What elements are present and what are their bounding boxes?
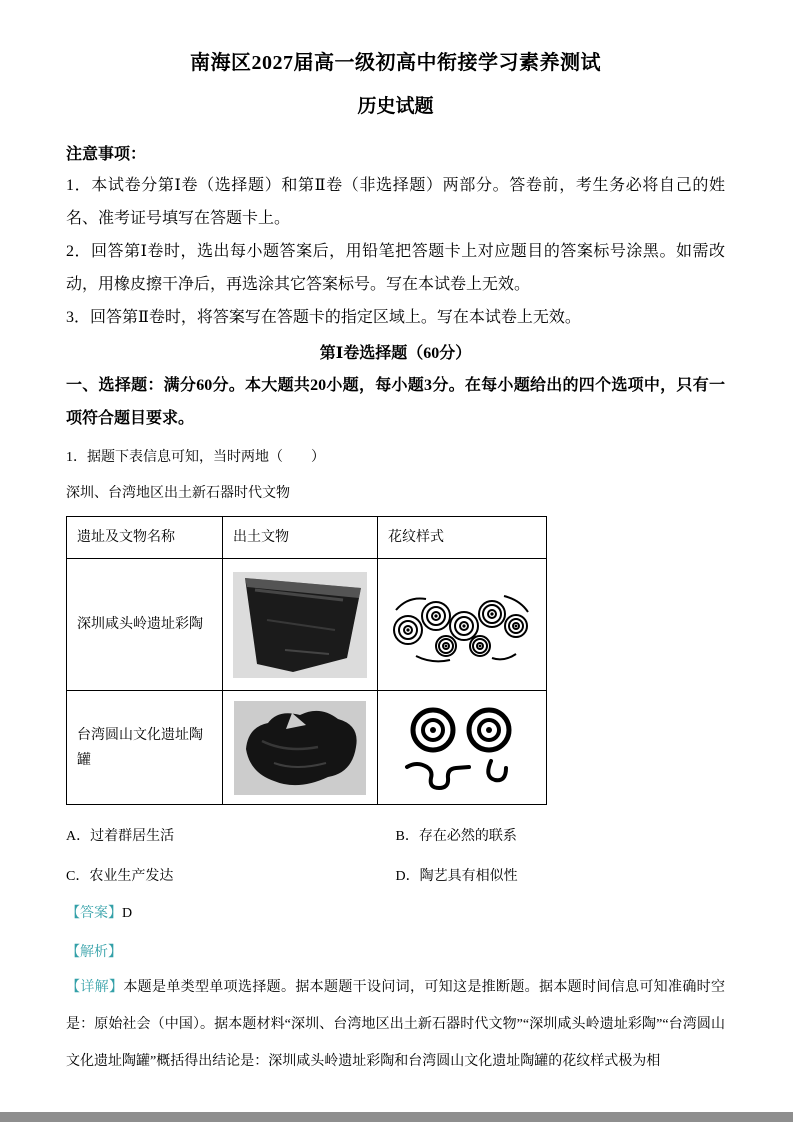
table-header-artifact: 出土文物	[223, 517, 378, 559]
option-c-label: C．	[66, 869, 90, 885]
section-intro: 一、选择题：满分60分。本大题共20小题，每小题3分。在每小题给出的四个选项中，只有一项符合题目要求。	[66, 377, 725, 428]
artifact-photo-cell	[223, 559, 378, 691]
artifact-name-taiwan: 台湾圆山文化遗址陶罐	[67, 691, 223, 805]
pottery-jar-sherd-photo-icon	[234, 701, 366, 795]
table-row	[67, 691, 547, 805]
option-a-label: A．	[66, 829, 91, 845]
page-bottom-strip	[0, 1112, 793, 1122]
option-d-label: D．	[395, 869, 420, 885]
notice-item-2: 2．回答第Ⅰ卷时，选出每小题答案后，用铅笔把答题卡上对应题目的答案标号涂黑。如需改动，用橡皮擦干净后，再选涂其它答案标号。写在本试卷上无效。	[66, 242, 725, 293]
table-header-pattern: 花纹样式	[378, 517, 547, 559]
artifact-table	[66, 516, 547, 805]
answer-value: D	[122, 906, 133, 922]
notice-heading: 注意事项：	[66, 146, 147, 163]
artifact-photo-cell	[223, 691, 378, 805]
answer-line	[66, 901, 725, 926]
table-header-site-name: 遗址及文物名称	[67, 517, 223, 559]
pattern-image-cell	[378, 559, 547, 691]
option-b-label: B．	[395, 829, 419, 845]
page-subtitle: 历史试题	[357, 96, 434, 117]
section-title: 第Ⅰ卷选择题（60分）	[319, 345, 472, 363]
option-b-text: 存在必然的联系	[418, 829, 517, 845]
question-1-stem: 1．据题下表信息可知，当时两地（ ）	[66, 449, 325, 465]
pottery-sherd-photo-icon	[233, 572, 367, 678]
question-1-table-caption: 深圳、台湾地区出土新石器时代文物	[66, 485, 290, 501]
option-c-text: 农业生产发达	[89, 869, 174, 885]
analysis-line	[66, 940, 725, 965]
double-ring-eyes-pattern-icon	[399, 701, 525, 795]
option-d-text: 陶艺具有相似性	[419, 869, 518, 885]
detail-paragraph	[66, 969, 725, 1080]
option-a-text: 过着群居生活	[90, 829, 175, 845]
option-a	[66, 825, 396, 845]
options-row-ab	[66, 825, 725, 845]
answer-tag: 【答案】	[66, 906, 122, 922]
notice-item-1: 1．本试卷分第Ⅰ卷（选择题）和第Ⅱ卷（非选择题）两部分。答卷前，考生务必将自己的姓名、准考证号填写在答题卡上。	[66, 177, 725, 228]
pattern-image-cell	[378, 691, 547, 805]
options-row-cd	[66, 865, 725, 885]
page-title: 南海区2027届高一级初高中衔接学习素养测试	[190, 52, 601, 74]
option-b	[396, 825, 726, 845]
analysis-tag: 【解析】	[66, 944, 122, 960]
artifact-name-shenzhen: 深圳咸头岭遗址彩陶	[67, 559, 223, 691]
spiral-circles-pattern-icon	[388, 582, 536, 668]
detail-tag: 【详解】	[66, 979, 124, 995]
table-row	[67, 559, 547, 691]
notice-item-3: 3．回答第Ⅱ卷时，将答案写在答题卡的指定区域上。写在本试卷上无效。	[66, 308, 581, 326]
detail-text: 本题是单类型单项选择题。据本题题干设问词，可知这是推断题。据本题时间信息可知准确时空是：原始社会（中国）。据本题材料“深圳、台湾地区出土新石器时代文物”“深圳咸头岭遗址彩陶”“台湾圆山文化遗址陶罐”概括得出结论是：深圳咸头岭遗址彩陶和台湾圆山文化遗址陶罐的花纹样式极为相	[66, 979, 726, 1069]
options-group	[66, 825, 725, 885]
option-c	[66, 865, 396, 885]
table-header-row	[67, 517, 547, 559]
option-d	[396, 865, 726, 885]
